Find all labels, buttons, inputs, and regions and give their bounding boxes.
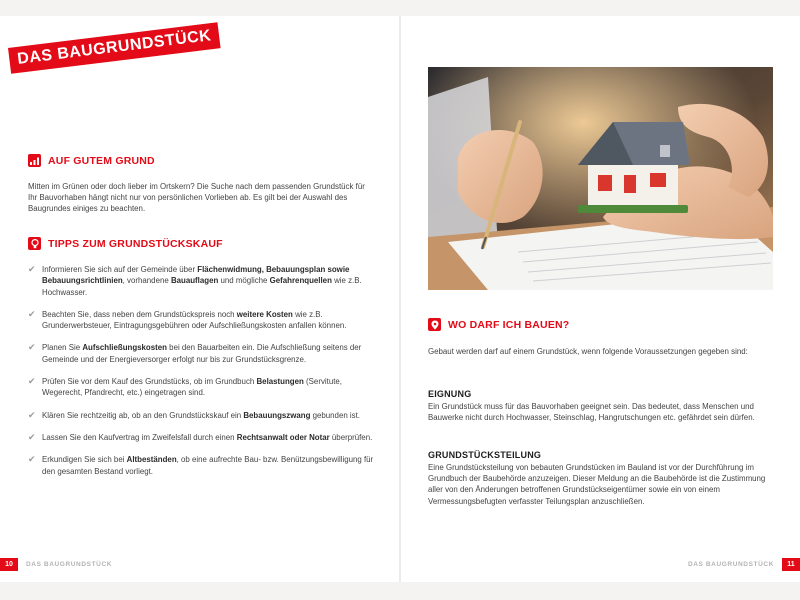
right-intro-text: Gebaut werden darf auf einem Grundstück, wenn folgende Voraussetzungen gegeben sind:: [428, 347, 748, 356]
map-pin-icon: [428, 318, 441, 331]
section-intro-text: Mitten im Grünen oder doch lieber im Ortskern? Die Suche nach dem passenden Grundstück für Ihr Bauvorhaben hängt nicht nur von persönlichen Vorlieben ab. Es gilt bei der Auswahl des Baugrundes einiges zu beachten.: [28, 182, 365, 214]
tips-list: [28, 264, 374, 488]
tip-text: (Servitute, Wegerecht, Pfandrecht, etc.) eingetragen sind.: [42, 377, 342, 398]
tip-text: Erkundigen Sie sich bei: [42, 455, 127, 465]
tip-text: Planen Sie: [42, 343, 83, 353]
checkmark-icon: ✔: [28, 431, 36, 442]
tip-emphasis: weitere Kosten: [236, 309, 293, 319]
checkmark-icon: ✔: [28, 454, 36, 465]
tip-text: bei den Bauarbeiten ein. Die Aufschließung seitens der Gemeinde und der Energieversorger erfolgt nur bis zur Grundstücksgrenze.: [42, 343, 362, 364]
tip-item: [28, 264, 374, 298]
tip-item: [28, 376, 374, 399]
page-gutter: [399, 16, 401, 582]
section-heading-auf-gutem-grund: [28, 154, 155, 167]
tip-text: überprüfen.: [329, 432, 373, 442]
page-number-left: [0, 558, 18, 571]
tip-item: [28, 454, 374, 477]
section-heading-tipps: [28, 237, 223, 250]
tip-text: gebunden ist.: [310, 410, 360, 420]
tip-text: Informieren Sie sich auf der Gemeinde über: [42, 265, 198, 274]
chart-bars-icon: [28, 154, 41, 167]
tip-emphasis: Rechtsanwalt oder Notar: [236, 432, 330, 442]
checkmark-icon: ✔: [28, 376, 36, 387]
footer-chapter-label-left: DAS BAUGRUNDSTÜCK: [26, 561, 113, 568]
page-number-text: 11: [787, 561, 795, 568]
section-title: AUF GUTEM GRUND: [48, 154, 155, 167]
page-number-right: [782, 558, 800, 571]
chapter-title: DAS BAUGRUNDSTÜCK: [16, 27, 213, 68]
teilung-text: Eine Grundstücksteilung von bebauten Grundstücken im Bauland ist vor der Durchführung im Grundbuch der Baubehörde anzuzeigen. Dieser Meldung an die Baubehörde ist die Zustimmung aller von den Änderungen betroffenen Grundstückseigentümer sowie ein von einem Vermessungsbefugten verfasster Teilungsplan anzuschließen.: [428, 463, 766, 506]
tip-item: [28, 432, 374, 443]
checkmark-icon: ✔: [28, 409, 36, 420]
subheading-eignung: EIGNUNG: [428, 389, 472, 399]
tip-emphasis: Bebauungszwang: [243, 410, 311, 420]
tip-emphasis: Aufschließungskosten: [82, 343, 167, 353]
house-model-photo: [428, 67, 773, 290]
checkmark-icon: ✔: [28, 308, 36, 319]
tip-text: wie z.B. Grunderwerbsteuer, Eintragungsgebühren oder Aufschließungskosten anfallen können.: [42, 309, 347, 331]
tip-emphasis: Belastungen: [256, 377, 304, 387]
section-heading-wo-darf-ich-bauen: [428, 318, 569, 331]
section-title: TIPPS ZUM GRUNDSTÜCKSKAUF: [48, 237, 223, 250]
eignung-text: Ein Grundstück muss für das Bauvorhaben geeignet sein. Das bedeutet, dass Menschen und Bauwerke nicht durch Hochwasser, Steinschlag, Hangrutschungen etc. gefährdet sein dürfen.: [428, 402, 755, 423]
lightbulb-icon: [28, 237, 41, 250]
footer-chapter-label-right: DAS BAUGRUNDSTÜCK: [687, 561, 774, 568]
tip-text: Klären Sie rechtzeitig ab, ob an den Grundstückskauf ein: [42, 410, 244, 420]
section-title: WO DARF ICH BAUEN?: [448, 318, 570, 331]
tip-text: , vorhandene: [122, 276, 171, 286]
tip-text: wie z.B. Hochwasser.: [42, 276, 362, 297]
tip-emphasis: Altbeständen: [126, 455, 177, 465]
tip-emphasis: Gefahrenquellen: [269, 276, 332, 286]
tip-emphasis: Bauauflagen: [170, 276, 219, 286]
tip-emphasis: Flächenwidmung, Bebauungsplan sowie Bebauungsrichtlinien: [42, 265, 350, 286]
checkmark-icon: ✔: [28, 264, 36, 274]
tip-text: Beachten Sie, dass neben dem Grundstückspreis noch: [42, 309, 237, 319]
tip-text: Prüfen Sie vor dem Kauf des Grundstücks, ob im Grundbuch: [42, 377, 257, 387]
tip-text: Lassen Sie den Kaufvertrag im Zweifelsfall durch einen: [42, 432, 237, 442]
tip-item: [28, 309, 374, 332]
tip-text: , ob eine aufrechte Bau- bzw. Benützungsbewilligung für den gesamten Bestand vorliegt.: [42, 455, 374, 476]
tip-item: [28, 410, 374, 421]
checkmark-icon: ✔: [28, 342, 36, 353]
subheading-grundstuecksteilung: GRUNDSTÜCKSTEILUNG: [428, 450, 542, 460]
tip-text: und mögliche: [218, 276, 270, 286]
page-number-text: 10: [5, 561, 13, 568]
tip-item: [28, 342, 374, 365]
